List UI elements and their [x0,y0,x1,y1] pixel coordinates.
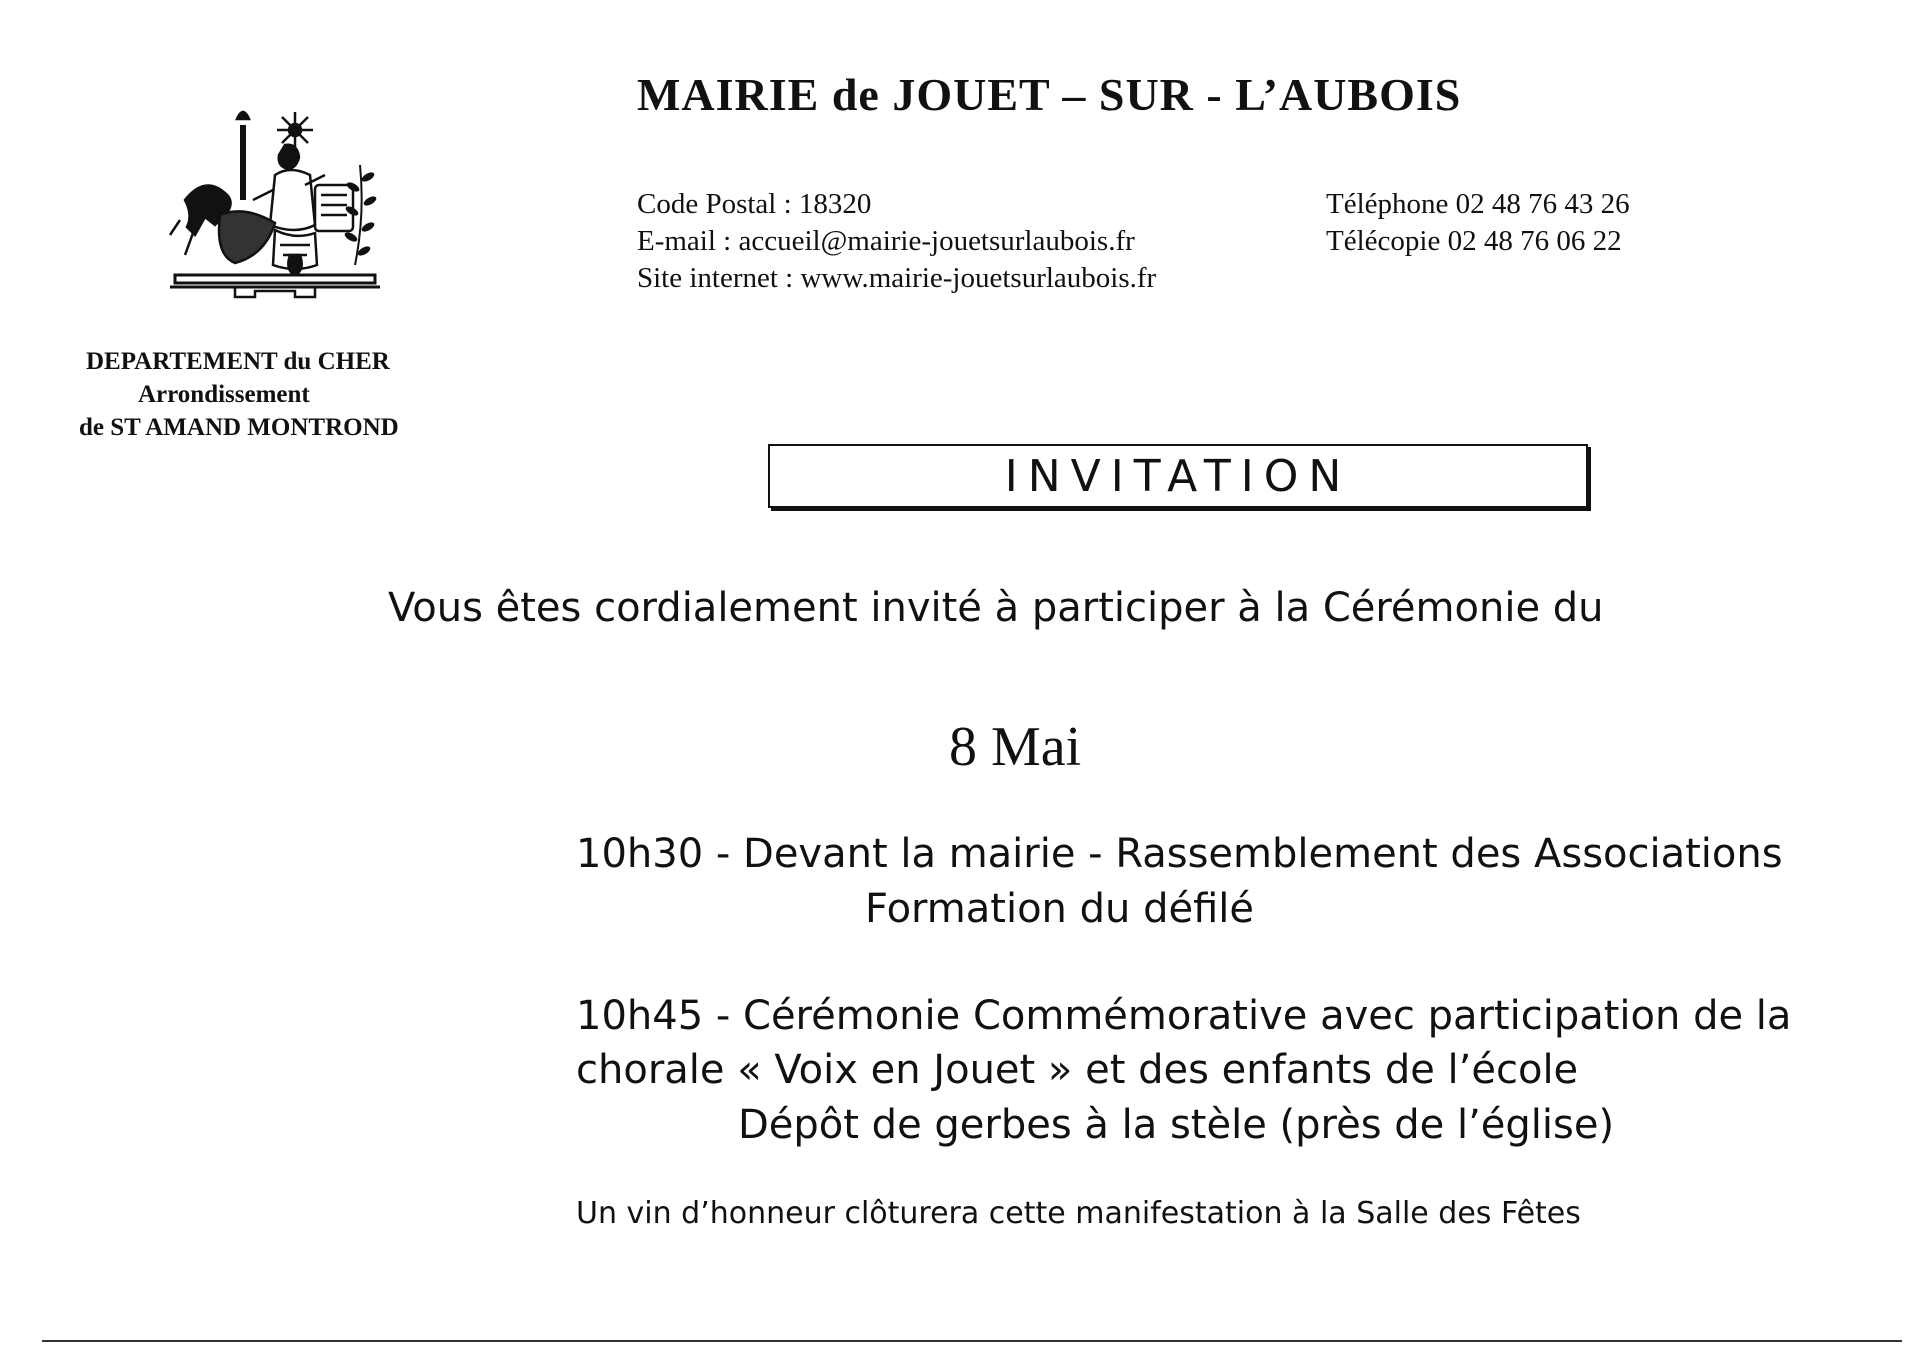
email-link[interactable]: E-mail : accueil@mairie-jouetsurlaubois.fr [637,225,1135,257]
postal-code: Code Postal : 18320 [637,188,872,220]
closing-note: Un vin d’honneur clôturera cette manifestation à la Salle des Fêtes [576,1196,1581,1231]
invitation-heading: INVITATION [1004,451,1352,502]
mairie-title: MAIRIE de JOUET – SUR - L’AUBOIS [637,69,1462,120]
telephone: Téléphone 02 48 76 43 26 [1326,188,1630,220]
schedule-item-1030-detail: Formation du défilé [865,886,1254,932]
website-link[interactable]: Site internet : www.mairie-jouetsurlaubois.fr [637,262,1157,294]
phone-block [1326,186,1630,260]
arrondissement-name: de ST AMAND MONTROND [79,414,399,441]
schedule-item-1045-cont: chorale « Voix en Jouet » et des enfants de l’école [576,1047,1579,1093]
schedule-item-1045-detail: Dépôt de gerbes à la stèle (près de l’église) [738,1102,1615,1148]
arrondissement-label: Arrondissement [138,381,310,408]
contact-block [637,186,1156,297]
ceremony-date: 8 Mai [949,716,1082,778]
invitation-heading-box [768,444,1588,508]
schedule-item-1045: 10h45 - Cérémonie Commémorative avec participation de la [576,993,1792,1039]
department-name: DEPARTEMENT du CHER [86,348,390,375]
telecopie: Télécopie 02 48 76 06 22 [1326,225,1622,257]
municipal-emblem-icon [165,105,385,305]
bottom-divider [42,1340,1902,1342]
schedule-item-1030: 10h30 - Devant la mairie - Rassemblement des Associations [576,831,1783,877]
invitation-intro: Vous êtes cordialement invité à participer à la Cérémonie du [388,585,1604,631]
